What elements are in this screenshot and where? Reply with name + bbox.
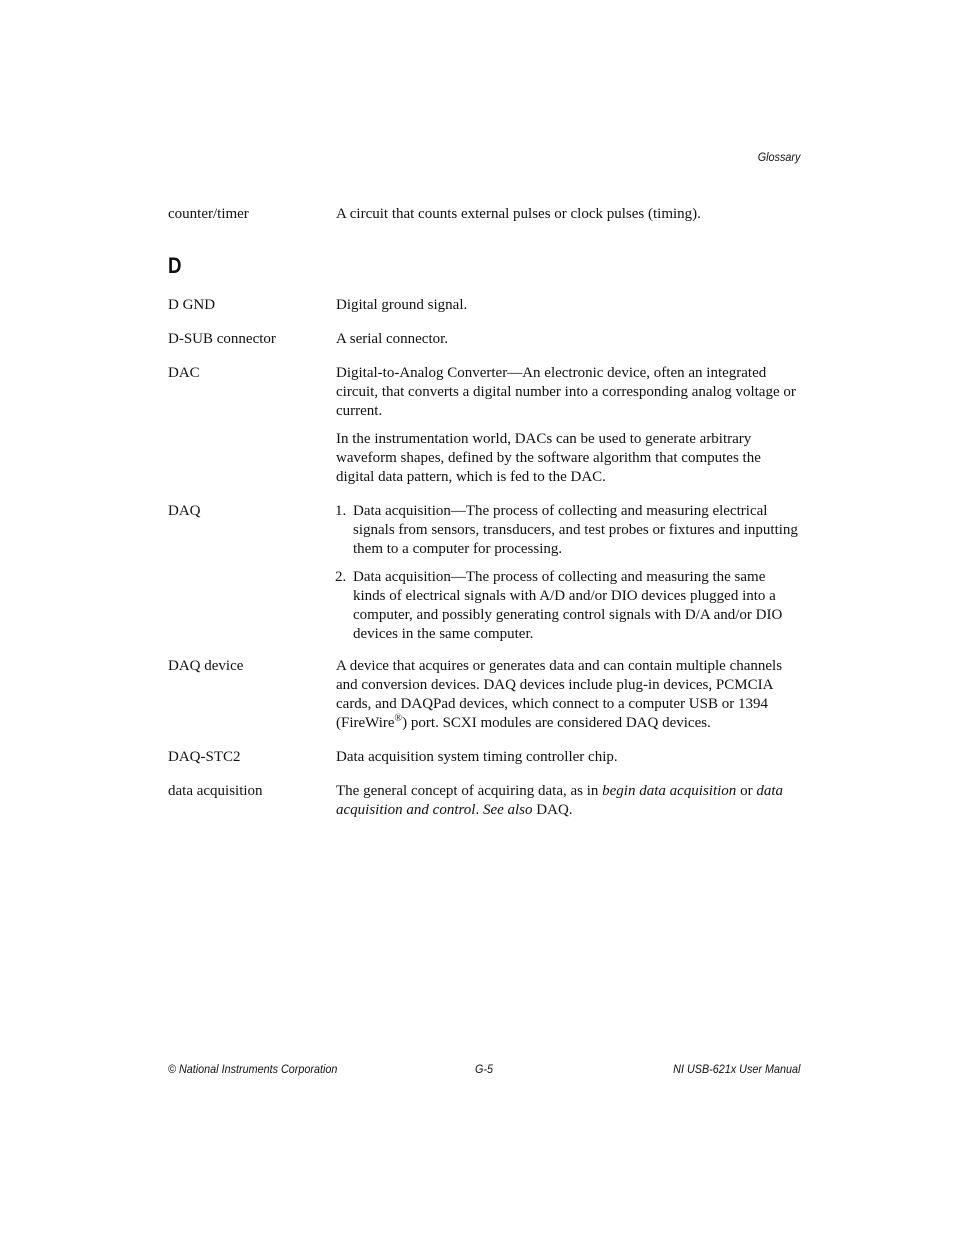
glossary-term: DAQ device: [168, 658, 244, 674]
list-number: 2.: [335, 569, 347, 585]
definition-text: .: [475, 802, 483, 818]
glossary-definition: [336, 782, 800, 820]
footer-page-number: G-5: [475, 1062, 494, 1076]
glossary-definition: Digital ground signal.: [336, 297, 468, 313]
section-heading: D: [168, 253, 182, 278]
definition-text: DAQ.: [532, 802, 573, 818]
registered-mark: ®: [394, 713, 403, 724]
glossary-definition: [336, 657, 800, 733]
glossary-term: counter/timer: [168, 206, 249, 222]
list-item: [336, 568, 800, 644]
glossary-definition: A serial connector.: [336, 331, 449, 347]
running-header: Glossary: [757, 150, 800, 164]
definition-text: ) port. SCXI modules are considered DAQ devices.: [402, 715, 711, 731]
definition-text: The general concept of acquiring data, as in: [336, 783, 603, 799]
list-item-text: Data acquisition—The process of collecting and measuring electrical signals from sensors, transducers, and test probes or fixtures and inputting them to a computer for processing.: [353, 503, 798, 557]
definition-paragraph: In the instrumentation world, DACs can be used to generate arbitrary waveform shapes, defined by the software algorithm that computes the digital data pattern, which is fed to the DAC.: [336, 431, 761, 485]
definition-text: A device that acquires or generates data and can contain multiple channels and conversion devices. DAQ devices include plug-in devices, PCMCIA cards, and DAQPad devices, which connect to a computer USB or 1394 (FireWire: [336, 658, 783, 731]
see-also-label: See also: [482, 802, 533, 818]
list-item: [336, 502, 800, 559]
glossary-term: data acquisition: [168, 783, 263, 799]
numbered-definition-list: [336, 502, 800, 644]
glossary-term: DAC: [168, 365, 200, 381]
footer-copyright: © National Instruments Corporation: [168, 1062, 338, 1076]
glossary-definition-block: [336, 502, 800, 644]
glossary-definition-block: [336, 364, 800, 487]
list-number: 1.: [335, 503, 347, 519]
glossary-term: D GND: [168, 297, 216, 313]
glossary-term: D-SUB connector: [168, 331, 276, 347]
definition-italic-text: begin data acquisition: [602, 783, 737, 799]
glossary-definition: Data acquisition system timing controller chip.: [336, 749, 618, 765]
glossary-term: DAQ-STC2: [168, 749, 241, 765]
definition-paragraph: Digital-to-Analog Converter—An electronic device, often an integrated circuit, that converts a digital number into a corresponding analog voltage or current.: [336, 365, 796, 419]
glossary-definition: A circuit that counts external pulses or clock pulses (timing).: [336, 206, 701, 222]
list-item-text: Data acquisition—The process of collecting and measuring the same kinds of electrical signals with A/D and/or DIO devices plugged into a computer, and possibly generating control signals with D/A and/or DIO devices in the same computer.: [353, 569, 783, 642]
definition-text: or: [736, 783, 757, 799]
glossary-term: DAQ: [168, 503, 201, 519]
definition-italic-text: data acquisition and control: [336, 783, 783, 818]
footer-manual-title: NI USB-621x User Manual: [672, 1062, 800, 1076]
